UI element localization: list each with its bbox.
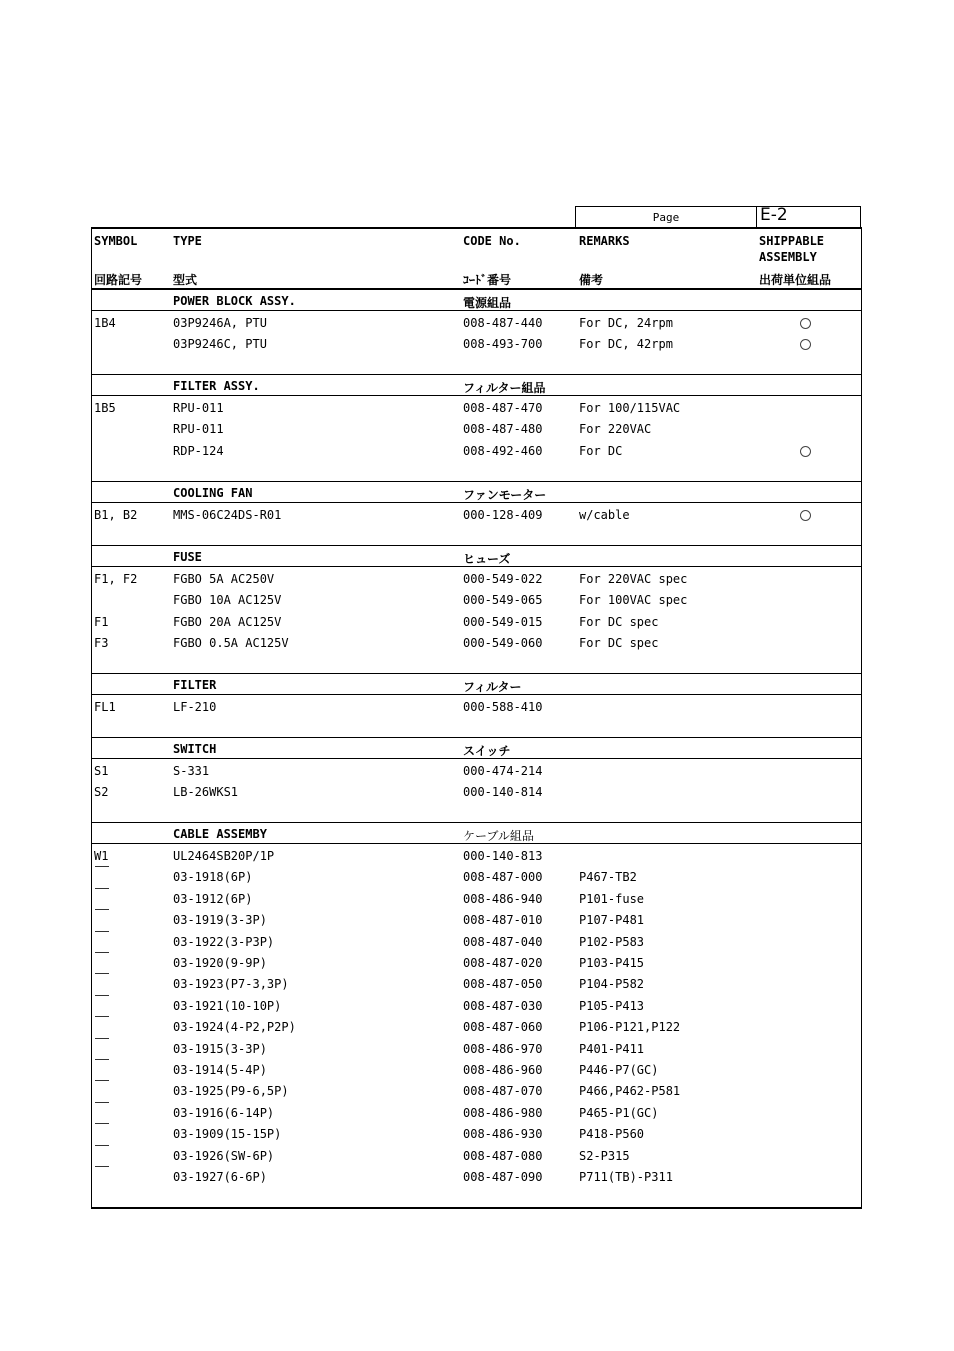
row-remarks: P418-P560 bbox=[579, 1127, 645, 1142]
row-symbol: 1B5 bbox=[94, 401, 116, 415]
section-title: FILTER bbox=[173, 678, 217, 692]
header-remarks-jp: 備考 bbox=[579, 273, 604, 287]
row-type: LB-26WKS1 bbox=[173, 785, 239, 800]
row-type: 03-1923(P7-3,3P) bbox=[173, 977, 289, 992]
page-label: Page bbox=[652, 211, 680, 224]
shippable-circle-icon bbox=[800, 446, 811, 457]
row-continuation-dash bbox=[95, 888, 109, 889]
row-remarks: P101-fuse bbox=[579, 891, 645, 906]
header-bottom-rule bbox=[91, 288, 862, 290]
section-title-jp: 電源組品 bbox=[463, 296, 512, 310]
row-type: RPU-011 bbox=[173, 422, 224, 437]
row-type: 03-1912(6P) bbox=[173, 891, 253, 906]
row-code: 000-549-060 bbox=[463, 636, 543, 651]
row-code: 008-487-470 bbox=[463, 401, 543, 415]
row-code: 008-487-060 bbox=[463, 1020, 543, 1035]
row-type: 03-1927(6-6P) bbox=[173, 1170, 267, 1184]
section-title: SWITCH bbox=[173, 742, 217, 756]
row-continuation-dash bbox=[95, 952, 109, 953]
section-top-rule bbox=[91, 545, 862, 546]
header-code-jp: ｺｰﾄﾞ番号 bbox=[463, 273, 512, 287]
row-type: S-331 bbox=[173, 764, 210, 778]
row-type: RPU-011 bbox=[173, 401, 224, 415]
row-type: LF-210 bbox=[173, 700, 217, 714]
row-continuation-dash bbox=[95, 866, 109, 867]
row-continuation-dash bbox=[95, 1123, 109, 1124]
section-title-jp: ヒューズ bbox=[463, 552, 511, 566]
row-remarks: P107-P481 bbox=[579, 913, 645, 928]
row-continuation-dash bbox=[95, 931, 109, 932]
header-type: TYPE bbox=[173, 234, 202, 248]
section-title: POWER BLOCK ASSY. bbox=[173, 294, 296, 308]
row-remarks: For DC spec bbox=[579, 636, 659, 651]
row-continuation-dash bbox=[95, 1166, 109, 1167]
row-code: 008-486-930 bbox=[463, 1127, 543, 1142]
header-top-rule bbox=[91, 227, 862, 229]
header-remarks: REMARKS bbox=[579, 234, 630, 248]
row-remarks: P103-P415 bbox=[579, 956, 645, 970]
section-top-rule bbox=[91, 737, 862, 738]
row-code: 008-487-070 bbox=[463, 1084, 543, 1099]
row-code: 008-487-000 bbox=[463, 870, 543, 885]
row-remarks: P102-P583 bbox=[579, 934, 645, 949]
parts-table-frame bbox=[91, 228, 862, 1209]
section-title-rule bbox=[91, 502, 862, 503]
section-title-jp: スイッチ bbox=[463, 744, 511, 758]
header-shippable-line1: SHIPPABLE bbox=[759, 234, 825, 248]
row-code: 008-486-960 bbox=[463, 1063, 543, 1077]
header-shippable-jp: 出荷単位組品 bbox=[759, 273, 832, 287]
row-remarks: P466,P462-P581 bbox=[579, 1084, 681, 1099]
section-title-rule bbox=[91, 843, 862, 844]
row-remarks: P446-P7(GC) bbox=[579, 1063, 659, 1077]
row-symbol: S2 bbox=[94, 785, 109, 800]
row-remarks: For 220VAC bbox=[579, 422, 652, 437]
row-type: UL2464SB20P/1P bbox=[173, 849, 275, 863]
row-type: FGBO 0.5A AC125V bbox=[173, 636, 289, 651]
row-symbol: F1 bbox=[94, 614, 109, 629]
row-type: 03-1920(9-9P) bbox=[173, 956, 267, 970]
row-remarks: For DC, 42rpm bbox=[579, 337, 673, 352]
shippable-circle-icon bbox=[800, 318, 811, 329]
section-title: FILTER ASSY. bbox=[173, 379, 260, 393]
section-title-jp: ファンモーター bbox=[463, 488, 547, 502]
section-title-jp: フィルター組品 bbox=[463, 381, 546, 395]
row-continuation-dash bbox=[95, 973, 109, 974]
section-title-rule bbox=[91, 566, 862, 567]
section-title: CABLE ASSEMBY bbox=[173, 827, 267, 841]
row-type: 03P9246A, PTU bbox=[173, 316, 267, 330]
section-title-jp: ケーブル組品 bbox=[463, 829, 534, 843]
row-remarks: For DC bbox=[579, 443, 623, 458]
row-continuation-dash bbox=[95, 1038, 109, 1039]
row-code: 008-487-050 bbox=[463, 977, 543, 992]
row-type: MMS-06C24DS-R01 bbox=[173, 508, 282, 522]
header-type-jp: 型式 bbox=[173, 273, 198, 287]
row-type: 03P9246C, PTU bbox=[173, 337, 267, 352]
row-code: 008-487-090 bbox=[463, 1170, 543, 1184]
row-code: 008-487-030 bbox=[463, 998, 543, 1013]
row-type: 03-1924(4-P2,P2P) bbox=[173, 1020, 296, 1035]
row-type: 03-1918(6P) bbox=[173, 870, 253, 885]
row-code: 000-588-410 bbox=[463, 700, 543, 714]
row-continuation-dash bbox=[95, 909, 109, 910]
row-symbol: S1 bbox=[94, 764, 109, 778]
row-remarks: For 220VAC spec bbox=[579, 572, 688, 586]
row-continuation-dash bbox=[95, 1145, 109, 1146]
row-type: FGBO 20A AC125V bbox=[173, 614, 282, 629]
row-type: FGBO 10A AC125V bbox=[173, 593, 282, 608]
row-remarks: For 100VAC spec bbox=[579, 593, 688, 608]
row-code: 000-140-813 bbox=[463, 849, 543, 863]
section-top-rule bbox=[91, 481, 862, 482]
row-symbol: F3 bbox=[94, 636, 109, 651]
row-remarks: P401-P411 bbox=[579, 1041, 645, 1056]
section-top-rule bbox=[91, 374, 862, 375]
row-symbol: B1, B2 bbox=[94, 508, 138, 522]
row-code: 000-549-022 bbox=[463, 572, 543, 586]
row-symbol: 1B4 bbox=[94, 316, 116, 330]
shippable-circle-icon bbox=[800, 510, 811, 521]
row-code: 000-140-814 bbox=[463, 785, 543, 800]
row-remarks: P104-P582 bbox=[579, 977, 645, 992]
row-type: 03-1915(3-3P) bbox=[173, 1041, 267, 1056]
section-title: FUSE bbox=[173, 550, 202, 564]
row-code: 008-486-970 bbox=[463, 1041, 543, 1056]
row-remarks: For DC, 24rpm bbox=[579, 316, 673, 330]
row-code: 008-486-980 bbox=[463, 1105, 543, 1120]
row-type: 03-1921(10-10P) bbox=[173, 998, 282, 1013]
row-code: 008-487-010 bbox=[463, 913, 543, 928]
section-title: COOLING FAN bbox=[173, 486, 253, 500]
row-continuation-dash bbox=[95, 995, 109, 996]
row-code: 008-486-940 bbox=[463, 891, 543, 906]
page-number: E-2 bbox=[760, 205, 788, 225]
row-code: 000-549-065 bbox=[463, 593, 543, 608]
row-code: 008-493-700 bbox=[463, 337, 543, 352]
row-continuation-dash bbox=[95, 1016, 109, 1017]
row-code: 008-487-480 bbox=[463, 422, 543, 437]
row-code: 000-128-409 bbox=[463, 508, 543, 522]
section-top-rule bbox=[91, 822, 862, 823]
row-type: 03-1916(6-14P) bbox=[173, 1105, 275, 1120]
section-title-rule bbox=[91, 694, 862, 695]
row-remarks: S2-P315 bbox=[579, 1148, 630, 1163]
row-continuation-dash bbox=[95, 1059, 109, 1060]
row-code: 008-487-080 bbox=[463, 1148, 543, 1163]
row-remarks: P467-TB2 bbox=[579, 870, 637, 885]
row-type: 03-1919(3-3P) bbox=[173, 913, 267, 928]
header-symbol-jp: 回路記号 bbox=[94, 273, 143, 287]
header-shippable-line2: ASSEMBLY bbox=[759, 250, 817, 264]
row-remarks: For DC spec bbox=[579, 614, 659, 629]
row-type: RDP-124 bbox=[173, 443, 224, 458]
page-divider bbox=[756, 207, 757, 229]
section-top-rule bbox=[91, 673, 862, 674]
row-type: 03-1909(15-15P) bbox=[173, 1127, 282, 1142]
row-symbol: W1 bbox=[94, 849, 109, 863]
section-title-rule bbox=[91, 395, 862, 396]
page-indicator bbox=[575, 206, 861, 228]
row-remarks: P106-P121,P122 bbox=[579, 1020, 681, 1035]
row-code: 000-549-015 bbox=[463, 614, 543, 629]
header-symbol: SYMBOL bbox=[94, 234, 138, 248]
row-type: 03-1926(SW-6P) bbox=[173, 1148, 275, 1163]
section-title-jp: フィルター bbox=[463, 680, 522, 694]
row-remarks: P465-P1(GC) bbox=[579, 1105, 659, 1120]
row-code: 008-492-460 bbox=[463, 443, 543, 458]
section-title-rule bbox=[91, 758, 862, 759]
row-continuation-dash bbox=[95, 1102, 109, 1103]
row-type: FGBO 5A AC250V bbox=[173, 572, 275, 586]
row-code: 008-487-020 bbox=[463, 956, 543, 970]
row-type: 03-1922(3-P3P) bbox=[173, 934, 275, 949]
row-remarks: For 100/115VAC bbox=[579, 401, 681, 415]
row-remarks: P711(TB)-P311 bbox=[579, 1170, 673, 1184]
row-remarks: w/cable bbox=[579, 508, 630, 522]
row-code: 000-474-214 bbox=[463, 764, 543, 778]
row-remarks: P105-P413 bbox=[579, 998, 645, 1013]
row-symbol: F1, F2 bbox=[94, 572, 138, 586]
row-type: 03-1925(P9-6,5P) bbox=[173, 1084, 289, 1099]
row-type: 03-1914(5-4P) bbox=[173, 1063, 267, 1077]
row-symbol: FL1 bbox=[94, 700, 116, 714]
section-title-rule bbox=[91, 310, 862, 311]
row-code: 008-487-040 bbox=[463, 934, 543, 949]
row-continuation-dash bbox=[95, 1080, 109, 1081]
header-code: CODE No. bbox=[463, 234, 521, 248]
row-code: 008-487-440 bbox=[463, 316, 543, 330]
